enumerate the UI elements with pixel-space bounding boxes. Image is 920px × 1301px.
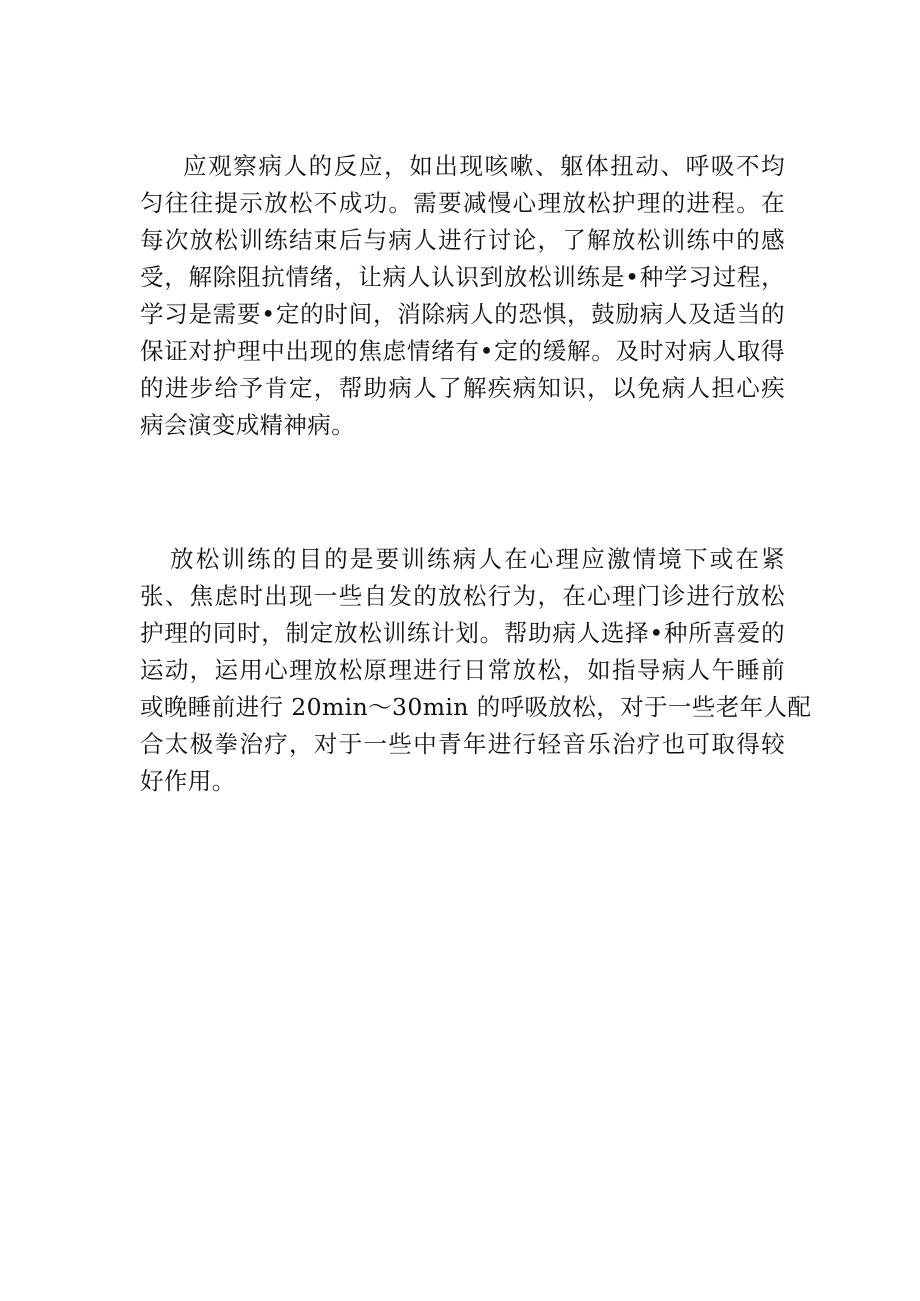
paragraph-line: 张、焦虑时出现一些自发的放松行为，在心理门诊进行放松 [140, 582, 785, 610]
paragraph-line: 或晚睡前进行 20min～30min 的呼吸放松，对于一些老年人配 [140, 693, 812, 721]
paragraph-2 [140, 541, 812, 800]
paragraph-line: 应观察病人的反应，如出现咳嗽、躯体扭动、呼吸不均 [183, 152, 785, 180]
paragraph-line: 护理的同时，制定放松训练计划。帮助病人选择•种所喜爱的 [140, 619, 785, 647]
paragraph-line: 放松训练的目的是要训练病人在心理应激情境下或在紧 [170, 545, 785, 573]
paragraph-line: 保证对护理中出现的焦虑情绪有•定的缓解。及时对病人取得 [140, 337, 785, 365]
paragraph-line: 病会演变成精神病。 [140, 411, 356, 439]
paragraph-1 [140, 148, 785, 444]
paragraph-line: 受，解除阻抗情绪，让病人认识到放松训练是•种学习过程， [140, 263, 785, 291]
paragraph-line: 合太极拳治疗，对于一些中青年进行轻音乐治疗也可取得较 [140, 730, 785, 758]
paragraph-line: 每次放松训练结束后与病人进行讨论，了解放松训练中的感 [140, 226, 785, 254]
paragraph-line: 运动，运用心理放松原理进行日常放松，如指导病人午睡前 [140, 656, 785, 684]
paragraph-line: 的进步给予肯定，帮助病人了解疾病知识，以免病人担心疾 [140, 374, 785, 402]
paragraph-line: 学习是需要•定的时间，消除病人的恐惧，鼓励病人及适当的 [140, 300, 785, 328]
paragraph-line: 匀往往提示放松不成功。需要减慢心理放松护理的进程。在 [140, 189, 785, 217]
paragraph-line: 好作用。 [140, 767, 236, 795]
